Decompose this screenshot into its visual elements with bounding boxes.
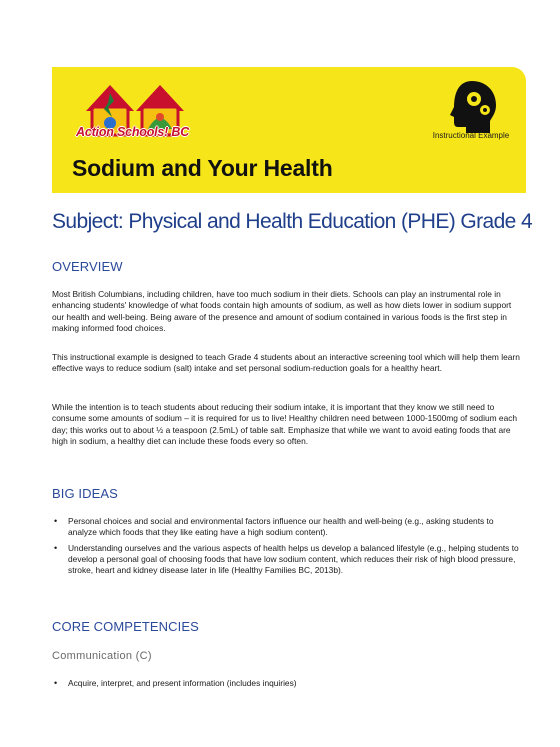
- overview-heading: OVERVIEW: [52, 259, 123, 274]
- overview-paragraph-3: While the intention is to teach students about reducing their sodium intake, it is important that they know we still need to consume some amounts of sodium – it is required for us to live! Healthy children need between 1000-1500mg of sodium each day; this works out to about ½ a teaspoon (2.5mL) of table salt. Emphasize that while we want to avoid eating foods that are high in sodium, a healthy diet can include these foods every so often.: [52, 402, 518, 446]
- overview-paragraph-2: This instructional example is designed to teach Grade 4 students about an interactive screening tool which will help them learn effective ways to reduce sodium (salt) intake and set personal sodium-reduction goals for a healthy heart.: [52, 352, 520, 374]
- big-idea-item-1: • Personal choices and social and environmental factors influence our health and well-being (e.g., asking students to analyze which foods that they like eating have a high sodium content).: [52, 516, 522, 539]
- core-competencies-list: [52, 678, 522, 693]
- communication-subheading: Communication (C): [52, 650, 152, 662]
- big-ideas-list: [52, 516, 522, 580]
- logo-wordmark: Action Schools! BC: [76, 125, 190, 139]
- core-competencies-heading: CORE COMPETENCIES: [52, 619, 199, 634]
- header-banner: [52, 67, 526, 193]
- competency-item-1: • Acquire, interpret, and present information (includes inquiries): [52, 678, 522, 689]
- page-title: Sodium and Your Health: [72, 155, 333, 181]
- subject-heading: Subject: Physical and Health Education (PHE) Grade 4: [52, 210, 533, 233]
- head-gears-icon: [442, 77, 502, 137]
- overview-paragraph-1: Most British Columbians, including children, have too much sodium in their diets. Schools can play an instrumental role in enhancing students' knowledge of what foods contain high amounts of sodium, as well as how diets lower in sodium support our health and well-being. Being aware of the presence and amount of sodium contained in various foods is the first step in making informed food choices.: [52, 289, 512, 333]
- big-ideas-heading: BIG IDEAS: [52, 486, 118, 501]
- instructional-example-label: Instructional Example: [432, 131, 510, 140]
- big-idea-item-2: • Understanding ourselves and the various aspects of health helps us develop a balanced lifestyle (e.g., helping students to develop a personal goal of choosing foods that have low sodium content, which reduces their risk of high blood pressure, stroke, heart and kidney disease later in life (Healthy Families BC, 2013b).: [52, 543, 522, 577]
